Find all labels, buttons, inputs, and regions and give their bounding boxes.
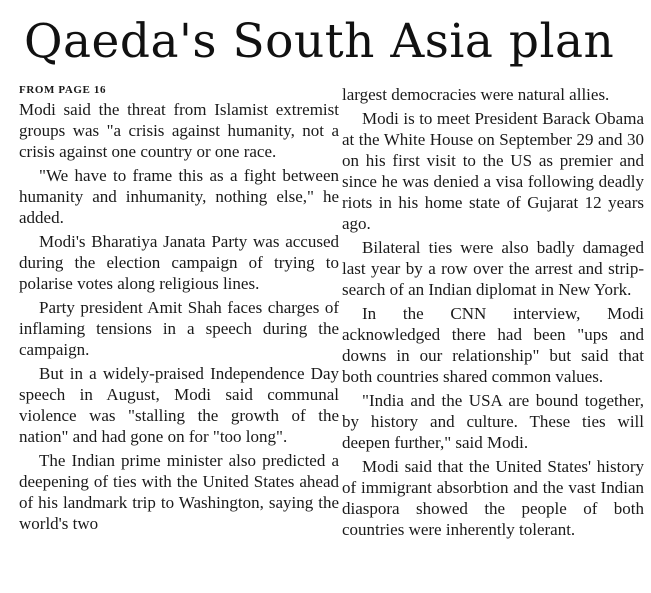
article-paragraph: The Indian prime minister also predicted a deepening of ties with the United States ahead of his landmark trip to Washington, saying the world's two <box>19 451 339 533</box>
article-paragraph: Bilateral ties were also badly damaged last year by a row over the arrest and strip-search of an Indian diplomat in New York. <box>342 238 644 299</box>
article-paragraph: Modi said the threat from Islamist extremist groups was "a crisis against humanity, not a crisis against one country or one race. <box>19 100 339 161</box>
continuation-kicker: FROM PAGE 16 <box>19 84 107 96</box>
article-column-left <box>19 84 339 537</box>
article-paragraph: Modi's Bharatiya Janata Party was accused during the election campaign of trying to polarise votes along religious lines. <box>19 232 339 293</box>
headline: Qaeda's South Asia plan <box>24 14 615 69</box>
article-paragraph: largest democracies were natural allies. <box>342 85 610 104</box>
article-paragraph: In the CNN interview, Modi acknowledged there had been "ups and downs in our relationship" but said that both countries shared common values. <box>342 304 644 386</box>
article-paragraph: Modi said that the United States' history of immigrant absorbtion and the vast Indian diaspora showed the people of both countries were inherently tolerant. <box>342 457 644 539</box>
article-paragraph: Modi is to meet President Barack Obama at the White House on September 29 and 30 on his first visit to the US as premier and since he was denied a visa following deadly riots in his home state of Gujarat 12 years ago. <box>342 109 644 233</box>
article-paragraph: "India and the USA are bound together, by history and culture. These ties will deepen further," said Modi. <box>342 391 644 452</box>
article-paragraph: "We have to frame this as a fight between humanity and inhumanity, nothing else," he added. <box>19 166 339 227</box>
article-column-right <box>342 84 644 543</box>
article-paragraph: But in a widely-praised Independence Day speech in August, Modi said communal violence was "stalling the growth of the nation" and had gone on for "too long". <box>19 364 339 446</box>
article-paragraph: Party president Amit Shah faces charges of inflaming tensions in a speech during the campaign. <box>19 298 339 359</box>
